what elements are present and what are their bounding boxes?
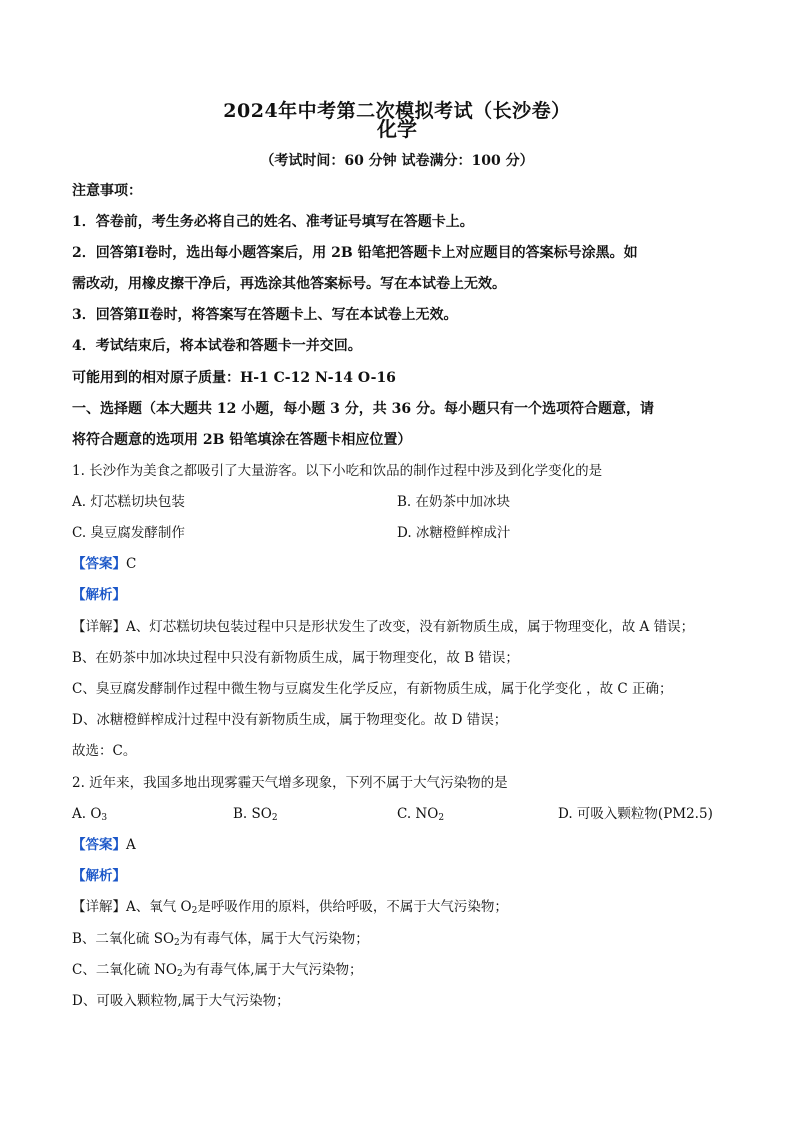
detail-line: D、可吸入颗粒物,属于大气污染物； — [72, 993, 290, 1009]
subject-title: 化学 — [377, 117, 417, 141]
answer-tag: 【答案】 — [72, 556, 126, 572]
analysis-label: 【解析】 — [72, 868, 126, 884]
detail-c-subscript: 2 — [177, 969, 183, 979]
exam-title: 2024年中考第二次模拟考试（长沙卷） — [223, 100, 571, 122]
detail-text-b: B、二氧化硫 SO — [72, 931, 175, 947]
detail-line: D、冰糖橙鲜榨成汁过程中没有新物质生成，属于物理变化。故 D 错误； — [72, 712, 508, 728]
question-stem: 2. 近年来，我国多地出现雾霾天气增多现象，下列不属于大气污染物的是 — [72, 775, 508, 791]
detail-line — [72, 960, 363, 984]
option-a — [72, 804, 107, 828]
option-c: C. 臭豆腐发酵制作 — [72, 525, 185, 541]
detail-text-a-rest: 是呼吸作用的原料，供给呼吸，不属于大气污染物； — [197, 899, 508, 915]
option-c — [397, 804, 444, 828]
option-b-subscript: 2 — [271, 813, 278, 823]
detail-tag: 【详解】 — [72, 619, 126, 635]
analysis-tag — [72, 866, 126, 886]
detail-line — [72, 617, 694, 637]
question-stem: 1. 长沙作为美食之都吸引了大量游客。以下小吃和饮品的制作过程中涉及到化学变化的是 — [72, 463, 603, 479]
detail-a-subscript: 2 — [191, 906, 198, 916]
answer-tag: 【答案】 — [72, 837, 126, 853]
detail-tag: 【详解】 — [72, 899, 126, 915]
option-d-text: D. 可吸入颗粒物(PM2.5) — [558, 806, 713, 822]
answer-value: A — [126, 837, 136, 853]
analysis-label: 【解析】 — [72, 587, 126, 603]
detail-text-c: C、二氧化硫 NO — [72, 962, 178, 978]
option-a-text: A. O — [72, 806, 102, 822]
note-item: 4．考试结束后，将本试卷和答题卡一并交回。 — [72, 338, 362, 354]
detail-text-a: A、氧气 O — [126, 899, 192, 915]
option-b-text: B. SO — [233, 806, 272, 822]
option-a-subscript: 3 — [101, 813, 108, 823]
option-a: A. 灯芯糕切块包装 — [72, 494, 185, 510]
option-d: D. 冰糖橙鲜榨成汁 — [397, 525, 511, 541]
section-heading-cont: 将符合题意的选项用 2B 铅笔填涂在答题卡相应位置） — [72, 432, 412, 448]
detail-line: C、臭豆腐发酵制作过程中微生物与豆腐发生化学反应，有新物质生成，属于化学变化 ，故 C 正确； — [72, 681, 673, 697]
note-item: 需改动，用橡皮擦干净后，再选涂其他答案标号。写在本试卷上无效。 — [72, 276, 506, 292]
detail-line: B、在奶茶中加冰块过程中只没有新物质生成，属于物理变化，故 B 错误； — [72, 650, 519, 666]
analysis-tag — [72, 585, 126, 605]
atomic-masses: 可能用到的相对原子质量：H-1 C-12 N-14 O-16 — [72, 370, 396, 386]
exam-meta: （考试时间：60 分钟 试卷满分：100 分） — [260, 153, 534, 169]
detail-b-subscript: 2 — [174, 938, 180, 948]
note-item: 2．回答第Ⅰ卷时，选出每小题答案后，用 2B 铅笔把答题卡上对应题目的答案标号涂黑。如 — [72, 245, 638, 261]
option-b: B. 在奶茶中加冰块 — [397, 494, 511, 510]
note-item: 1．答卷前，考生务必将自己的姓名、准考证号填写在答题卡上。 — [72, 214, 474, 230]
detail-text-c-rest: 为有毒气体,属于大气污染物； — [182, 962, 363, 978]
option-c-subscript: 2 — [438, 813, 445, 823]
detail-line — [72, 929, 369, 953]
detail-text-b-rest: 为有毒气体，属于大气污染物； — [179, 931, 369, 947]
notes-heading: 注意事项： — [72, 183, 142, 199]
answer-line — [72, 835, 136, 855]
note-item: 3．回答第Ⅱ卷时，将答案写在答题卡上、写在本试卷上无效。 — [72, 307, 458, 323]
answer-line — [72, 554, 136, 574]
detail-text: A、灯芯糕切块包装过程中只是形状发生了改变，没有新物质生成，属于物理变化，故 A 错误； — [126, 619, 695, 635]
section-heading: 一、选择题（本大题共 12 小题，每小题 3 分，共 36 分。每小题只有一个选项符合题意，请 — [72, 401, 654, 417]
option-c-text: C. NO — [397, 806, 439, 822]
answer-value: C — [126, 556, 137, 572]
option-b — [233, 804, 278, 828]
detail-line — [72, 897, 508, 921]
conclusion-line: 故选：C。 — [72, 743, 137, 759]
option-d — [558, 804, 713, 824]
